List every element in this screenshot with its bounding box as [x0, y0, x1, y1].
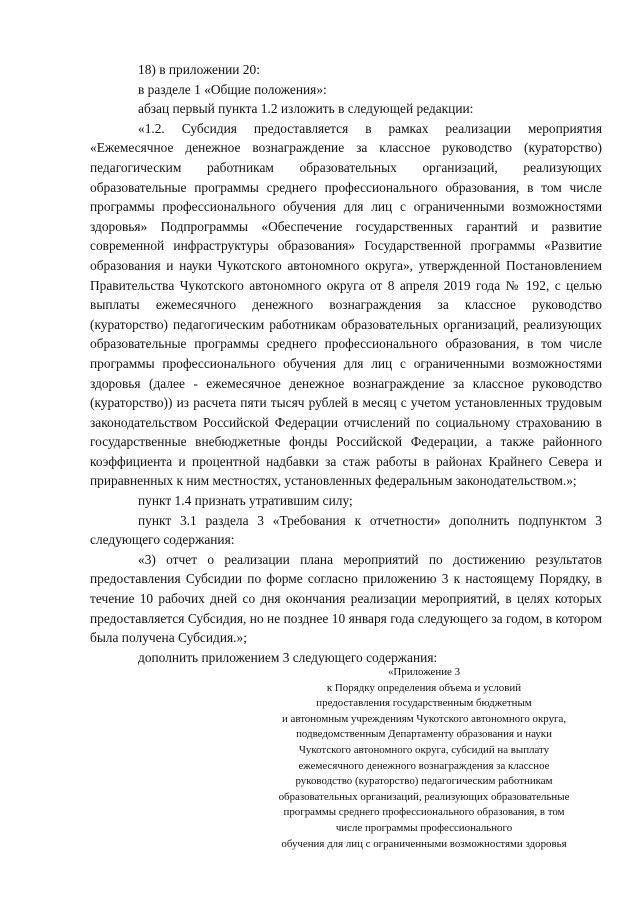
amendment-instruction: абзац первый пункта 1.2 изложить в следующей редакции:	[138, 101, 474, 117]
appendix-header-line: и автономным учреждениям Чукотского автономного округа,	[281, 712, 567, 725]
appendix-header-line: руководство (кураторство) педагогическим работникам	[295, 775, 553, 788]
appendix-header-line: числе программы профессионального	[335, 821, 513, 834]
appendix-header-line: программы среднего профессионального образования, в том	[283, 806, 565, 819]
appendix-header-line: к Порядку определения объема и условий	[326, 681, 522, 694]
appendix-header-line: обучения для лиц с ограниченными возможностями здоровья	[281, 837, 567, 850]
repeal-paragraph: пункт 1.4 признать утратившим силу;	[138, 493, 353, 509]
item-heading: 18) в приложении 20:	[138, 62, 260, 77]
appendix-header-line: подведомственным Департаменту образования и науки	[296, 728, 552, 741]
section-reference: в разделе 1 «Общие положения»:	[138, 81, 327, 97]
appendix-header-line: ежемесячного денежного вознаграждения за классное	[298, 759, 550, 772]
amended-paragraph-1-2: «1.2. Субсидия предоставляется в рамках реализации мероприятия «Ежемесячное денежное вознаграждение за классное руководство (кураторство) педагогическим работникам образовательных организаций, реализующих образовательные программы среднего профессионального образования, в том числе программы профессионального обучения для лиц с ограниченными возможностями здоровья» Подпрограммы «Обеспечение государственных гарантий и развитие современной инфраструктуры образования» Государственной программы «Развитие образования и науки Чукотского автономного округа», утвержденной Постановлением Правительства Чукотского автономного округа от 8 апреля 2019 года № 192, с целью выплаты ежемесячного денежного вознаграждения за классное руководство (кураторство) педагогическим работникам образовательных организаций, реализующих образовательные программы среднего профессионального образования, в том числе программы профессионального обучения для лиц с ограниченными возможностями здоровья (далее - ежемесячное денежное вознаграждение за классное руководство (кураторство)) из расчета пяти тысяч рублей в месяц с учетом установленных трудовым законодательством Российской Федерации отчислений по социальному страхованию в государственные внебюджетные фонды Российской Федерации, а также районного коэффициента и процентной надбавки за стаж работы в районах Крайнего Севера и приравненных к ним местностях, установленных федеральным законодательством.»;	[90, 120, 602, 489]
addition-instruction: пункт 3.1 раздела 3 «Требования к отчетности» дополнить подпунктом 3 следующего содержания:	[90, 512, 602, 548]
appendix-header-line: Чукотского автономного округа, субсидий на выплату	[298, 743, 550, 756]
appendix-header-line: образовательных организаций, реализующих образовательные	[278, 790, 570, 803]
subparagraph-3: «3) отчет о реализации плана мероприятий по достижению результатов предоставления Субсидии по форме согласно приложению 3 к настоящему Порядку, в течение 10 рабочих дней со дня окончания реализации мероприятий, в целях которых предоставляется Субсидия, но не позднее 10 января года следующего за годом, в котором была получена Субсидия.»;	[90, 551, 602, 646]
appendix-header-line: предоставления государственным бюджетным	[316, 697, 532, 710]
document-body	[90, 60, 602, 667]
appendix-header	[246, 665, 602, 852]
appendix-header-line: «Приложение 3	[387, 666, 461, 678]
appendix-instruction: дополнить приложением 3 следующего содержания:	[138, 649, 438, 665]
